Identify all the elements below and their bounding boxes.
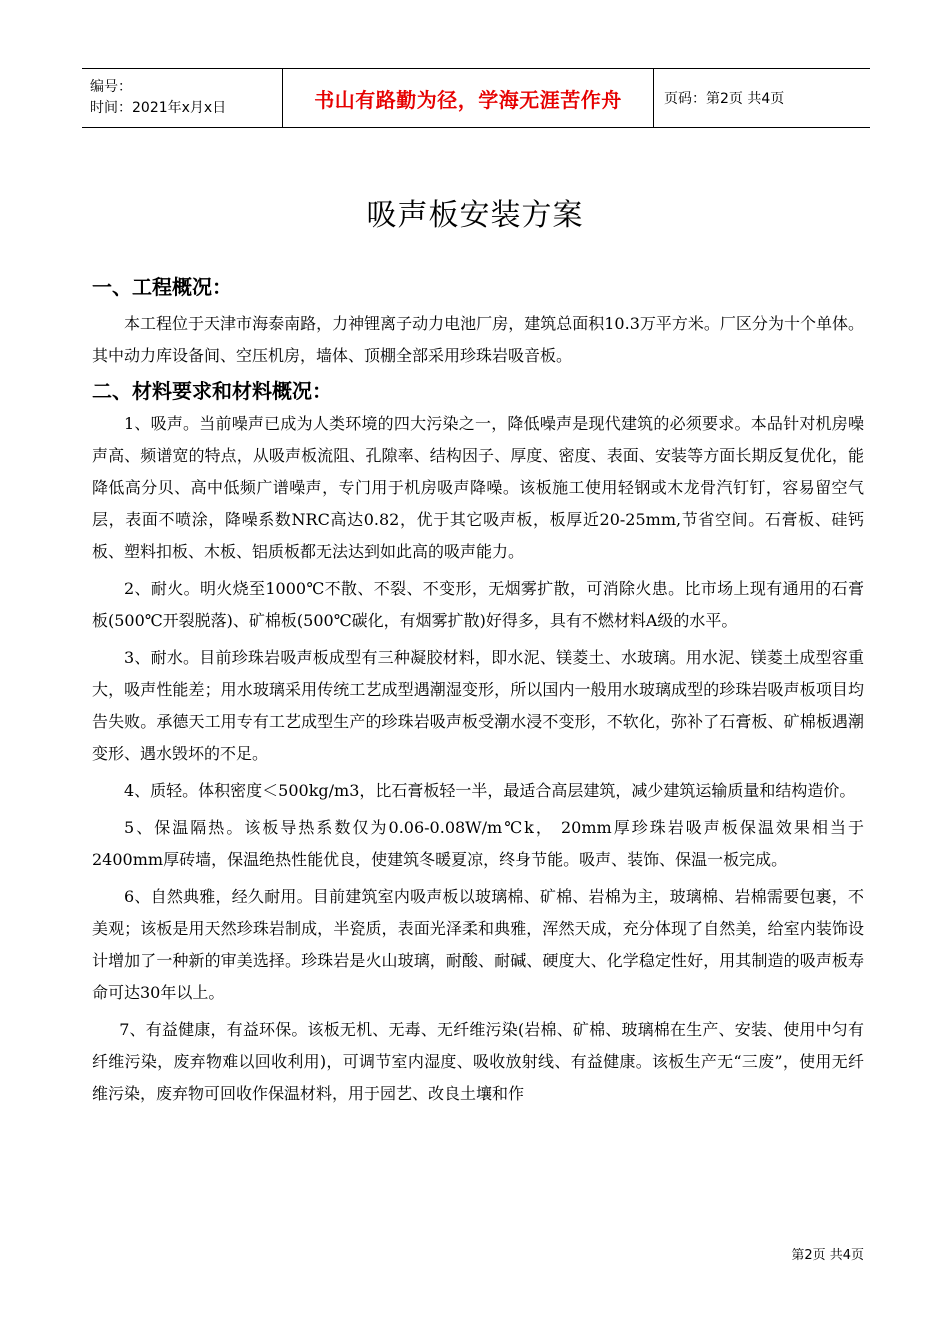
section-heading-materials: 二、材料要求和材料概况：	[92, 379, 332, 403]
time-label: 时间：2021年x月x日	[90, 100, 227, 116]
page-footer: 第2页 共4页	[791, 1248, 864, 1263]
material-item-lightweight: 4、质轻。体积密度＜500kg/m3，比石膏板轻一半，最适合高层建筑，减少建筑运输质量和结构造价。	[124, 781, 856, 800]
number-label: 编号：	[90, 79, 132, 95]
motto-text: 书山有路勤为径，学海无涯苦作舟	[314, 87, 622, 112]
page-header	[82, 68, 870, 128]
material-item-insulation: 5、保温隔热。该板导热系数仅为0.06-0.08W/m℃k， 20mm厚珍珠岩吸声板保温效果相当于2400mm厚砖墙，保温绝热性能优良，使建筑冬暖夏凉，终身节能。吸声、装饰、保温一板完成。	[92, 818, 864, 869]
header-meta	[82, 69, 283, 127]
overview-paragraph: 本工程位于天津市海泰南路，力神锂离子动力电池厂房，建筑总面积10.3万平方米。厂区分为十个单体。其中动力库设备间、空压机房，墙体、顶棚全部采用珍珠岩吸音板。	[92, 314, 864, 365]
section-heading-overview: 一、工程概况：	[92, 275, 232, 299]
material-item-waterproof: 3、耐水。目前珍珠岩吸声板成型有三种凝胶材料，即水泥、镁菱土、水玻璃。用水泥、镁菱土成型容重大，吸声性能差；用水玻璃采用传统工艺成型遇潮湿变形，所以国内一般用水玻璃成型的珍珠岩吸声板项目均告失败。承德天工用专有工艺成型生产的珍珠岩吸声板受潮水浸不变形，不软化，弥补了石膏板、矿棉板遇潮变形、遇水毁坏的不足。	[92, 648, 864, 763]
header-motto	[283, 69, 654, 127]
header-page-label: 页码：第2页 共4页	[664, 91, 785, 107]
material-item-fireproof: 2、耐火。明火烧至1000℃不散、不裂、不变形，无烟雾扩散，可消除火患。比市场上现有通用的石膏板(500℃开裂脱落)、矿棉板(500℃碳化，有烟雾扩散)好得多，具有不燃材料A级的水平。	[92, 579, 864, 630]
document-title: 吸声板安装方案	[366, 198, 584, 233]
material-item-acoustic: 1、吸声。当前噪声已成为人类环境的四大污染之一，降低噪声是现代建筑的必须要求。本品针对机房噪声高、频谱宽的特点，从吸声板流阻、孔隙率、结构因子、厚度、密度、表面、安装等方面长期反复优化，能降低高分贝、高中低频广谱噪声，专门用于机房吸声降噪。该板施工使用轻钢或木龙骨汽钉钉，容易留空气层，表面不喷涂，降噪系数NRC高达0.82，优于其它吸声板，板厚近20-25mm,节省空间。石膏板、硅钙板、塑料扣板、木板、铝质板都无法达到如此高的吸声能力。	[92, 414, 864, 561]
document-body	[92, 270, 864, 1115]
material-item-eco: 7、有益健康，有益环保。该板无机、无毒、无纤维污染(岩棉、矿棉、玻璃棉在生产、安装、使用中匀有纤维污染，废弃物难以回收利用)，可调节室内湿度、吸收放射线、有益健康。该板生产无“三废”，使用无纤维污染，废弃物可回收作保温材料，用于园艺、改良土壤和作	[92, 1020, 864, 1103]
header-page	[654, 69, 870, 127]
material-item-durable: 6、自然典雅，经久耐用。目前建筑室内吸声板以玻璃棉、矿棉、岩棉为主，玻璃棉、岩棉需要包裹，不美观；该板是用天然珍珠岩制成，半瓷质，表面光泽柔和典雅，浑然天成，充分体现了自然美，给室内装饰设计增加了一种新的审美选择。珍珠岩是火山玻璃，耐酸、耐碱、硬度大、化学稳定性好，用其制造的吸声板寿命可达30年以上。	[92, 887, 864, 1002]
